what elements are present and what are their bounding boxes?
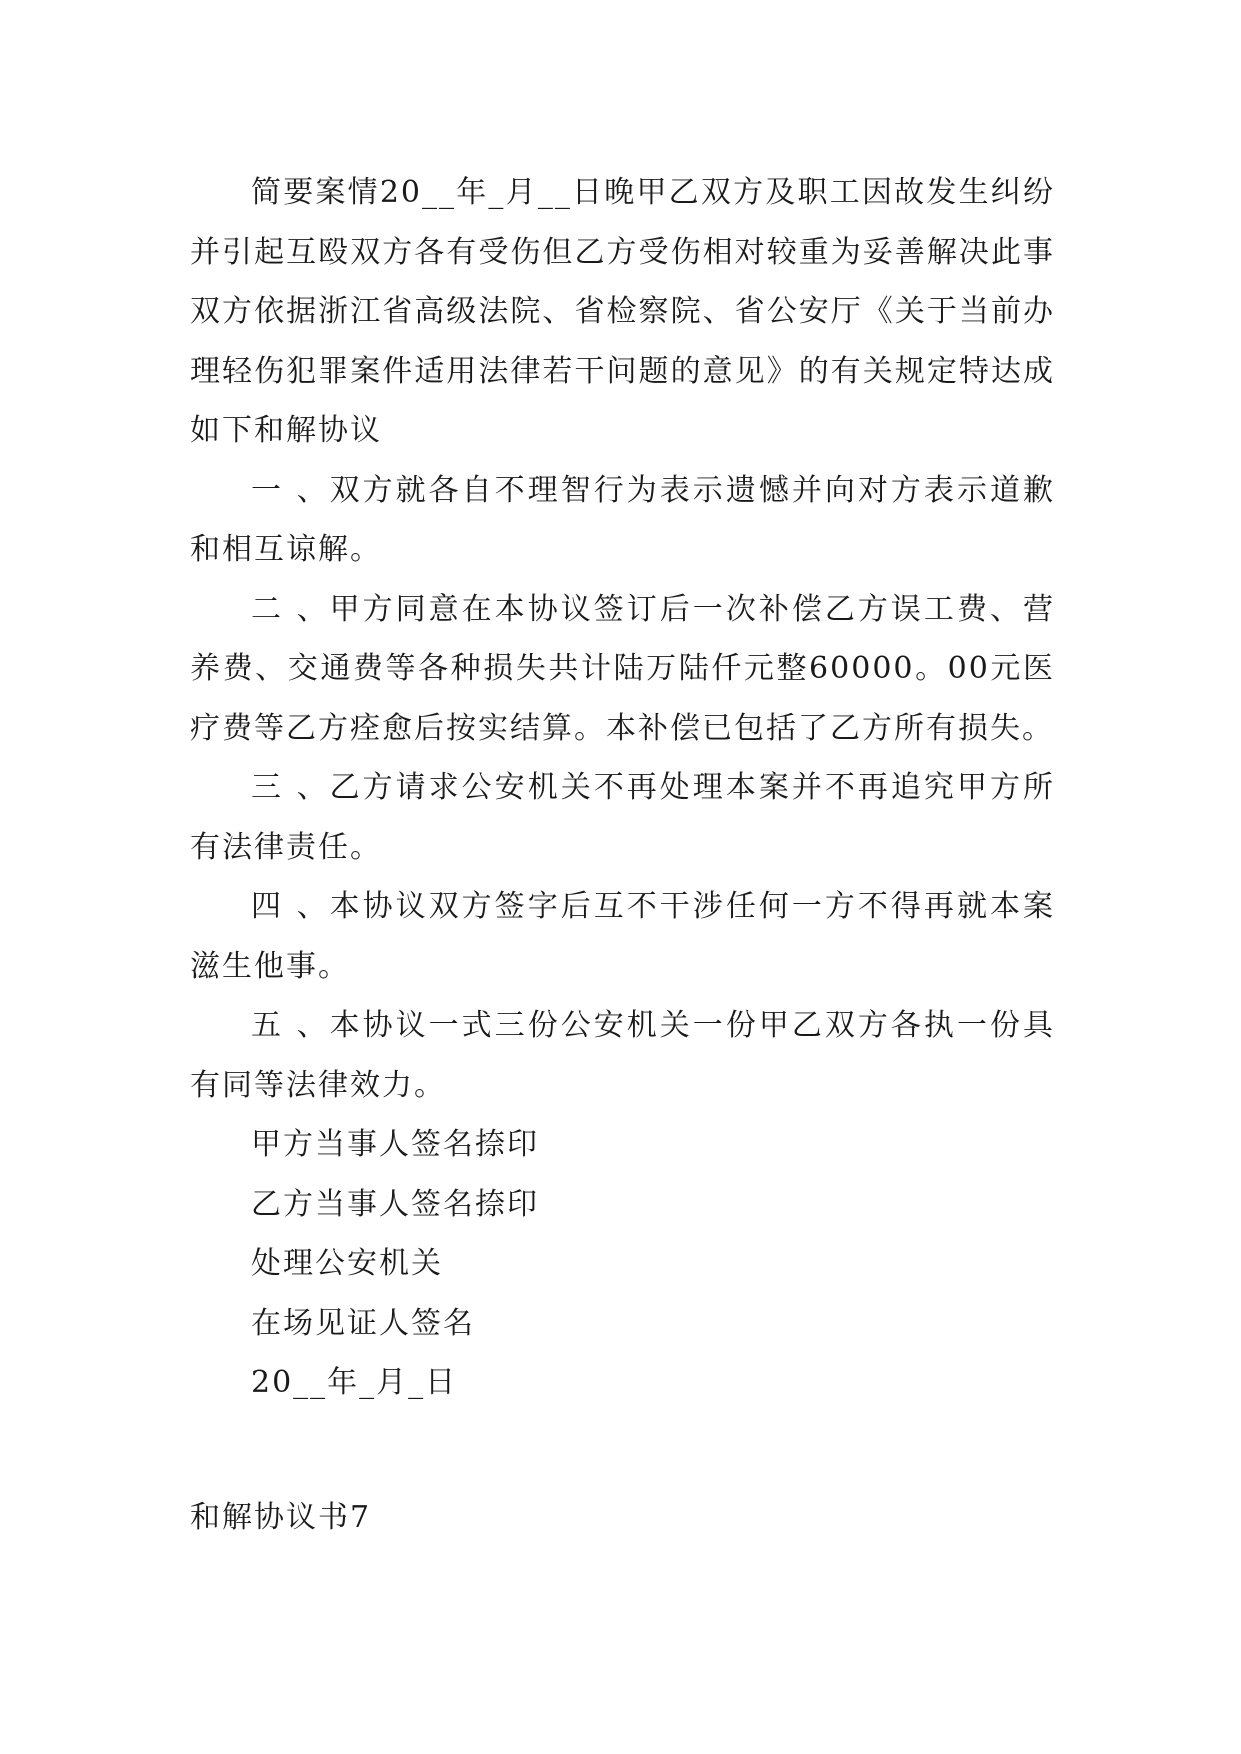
clause-4: 四 、本协议双方签字后互不干涉任何一方不得再就本案滋生他事。 — [190, 889, 1055, 984]
case-summary-paragraph: 简要案情20__年_月__日晚甲乙双方及职工因故发生纠纷并引起互殴双方各有受伤但乙方受伤相对较重为妥善解决此事双方依据浙江省高级法院、省检察院、省公安厅《关于当前办理轻伤犯罪案件适用法律若干问题的意见》的有关规定特达成如下和解协议 — [190, 175, 1055, 448]
witness-signature-line: 在场见证人签名 — [251, 1305, 475, 1341]
date-line: 20__年_月_日 — [251, 1365, 458, 1400]
party-b-signature-line: 乙方当事人签名捺印 — [251, 1186, 539, 1222]
next-section-heading: 和解协议书7 — [190, 1500, 372, 1535]
party-a-signature-line: 甲方当事人签名捺印 — [251, 1127, 539, 1162]
police-authority-line: 处理公安机关 — [251, 1246, 443, 1281]
clause-1: 一 、双方就各自不理智行为表示遗憾并向对方表示道歉和相互谅解。 — [190, 472, 1055, 567]
clause-2: 二 、甲方同意在本协议签订后一次补偿乙方误工费、营养费、交通费等各种损失共计陆万陆仟元整60000。00元医疗费等乙方痊愈后按实结算。本补偿已包括了乙方所有损失。 — [190, 591, 1055, 746]
clause-5: 五 、本协议一式三份公安机关一份甲乙双方各执一份具有同等法律效力。 — [190, 1008, 1055, 1103]
clause-3: 三 、乙方请求公安机关不再处理本案并不再追究甲方所有法律责任。 — [190, 770, 1055, 865]
agreement-body — [190, 163, 1055, 1413]
